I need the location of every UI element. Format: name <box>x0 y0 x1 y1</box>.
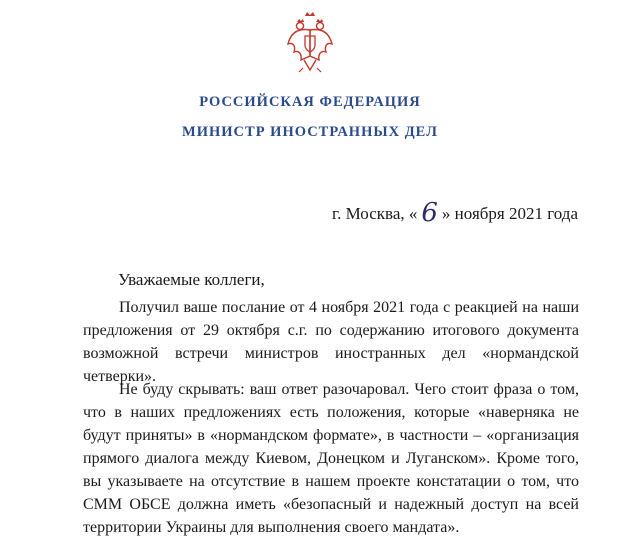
dateline <box>332 196 578 226</box>
handwritten-day: 6 <box>421 198 438 228</box>
dateline-prefix: г. Москва, « <box>332 204 418 223</box>
minister-title: МИНИСТР ИНОСТРАННЫХ ДЕЛ <box>182 124 438 140</box>
paragraph-1: Получил ваше послание от 4 ноября 2021 года с реакцией на наши предложения от 29 октября с.г. по содержанию итогового документа возможной встречи министров иностранных дел «нормандской четверки». <box>83 299 579 385</box>
org-name: РОССИЙСКАЯ ФЕДЕРАЦИЯ <box>199 94 421 110</box>
double-headed-eagle-icon <box>285 10 335 80</box>
dateline-suffix: » ноября 2021 года <box>441 204 578 223</box>
paragraph-2: Не буду скрывать: ваш ответ разочаровал. Чего стоит фраза о том, что в наших предложениях есть положения, которые «наверняка не будут приняты» в «нормандском формате», в частности – «организация прямого диалога между Киевом, Донецком и Луганском». Кроме того, вы указываете на отсутствие в нашем проекте констатации о том, что СММ ОБСЕ должна иметь «безопасный и надежный доступ на всей территории Украины для выполнения своего мандата». <box>83 381 579 536</box>
salutation: Уважаемые коллеги, <box>118 270 265 289</box>
